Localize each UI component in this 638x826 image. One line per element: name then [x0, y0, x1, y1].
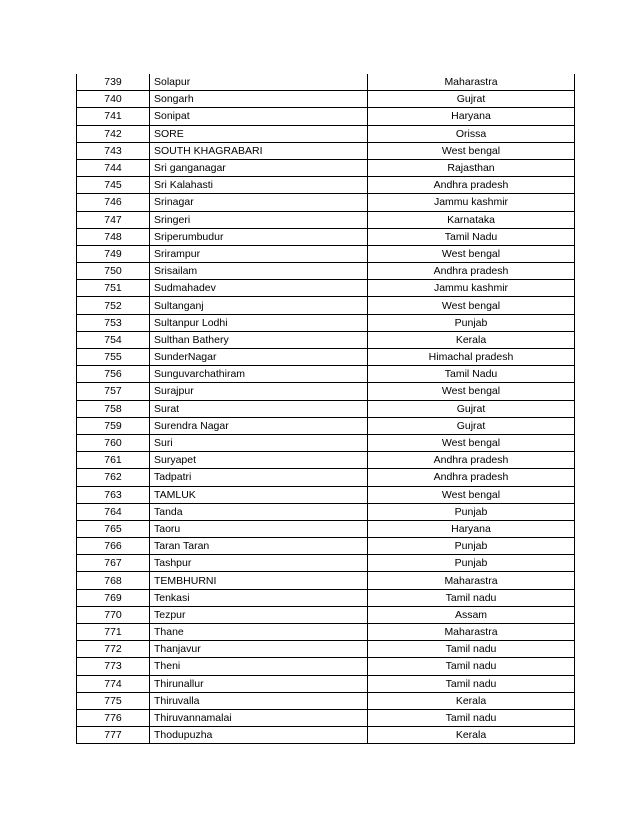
city-name-cell: Tadpatri [150, 469, 368, 486]
city-name-cell: Tashpur [150, 555, 368, 572]
city-name-cell: Thane [150, 624, 368, 641]
row-number-cell: 776 [77, 709, 150, 726]
state-name-cell: Gujrat [368, 400, 575, 417]
city-name-cell: Tanda [150, 503, 368, 520]
table-row [77, 452, 575, 469]
city-name-cell: Sulthan Bathery [150, 331, 368, 348]
city-name-cell: Solapur [150, 74, 368, 91]
row-number-cell: 757 [77, 383, 150, 400]
table-row [77, 108, 575, 125]
city-name-cell: Suri [150, 434, 368, 451]
city-name-cell: Thirunallur [150, 675, 368, 692]
row-number-cell: 753 [77, 314, 150, 331]
city-name-cell: Suryapet [150, 452, 368, 469]
state-name-cell: Tamil nadu [368, 658, 575, 675]
state-name-cell: Jammu kashmir [368, 194, 575, 211]
state-name-cell: Tamil nadu [368, 641, 575, 658]
state-name-cell: Tamil Nadu [368, 366, 575, 383]
city-name-cell: Taran Taran [150, 538, 368, 555]
state-name-cell: Tamil Nadu [368, 228, 575, 245]
row-number-cell: 771 [77, 624, 150, 641]
row-number-cell: 758 [77, 400, 150, 417]
table-row [77, 366, 575, 383]
state-name-cell: West bengal [368, 434, 575, 451]
city-state-table [76, 74, 575, 744]
row-number-cell: 746 [77, 194, 150, 211]
table-row [77, 727, 575, 744]
row-number-cell: 754 [77, 331, 150, 348]
state-name-cell: West bengal [368, 297, 575, 314]
table-row [77, 572, 575, 589]
city-name-cell: Sunguvarchathiram [150, 366, 368, 383]
state-name-cell: Maharastra [368, 624, 575, 641]
city-name-cell: Thanjavur [150, 641, 368, 658]
state-name-cell: Rajasthan [368, 159, 575, 176]
state-name-cell: Andhra pradesh [368, 469, 575, 486]
state-name-cell: Kerala [368, 331, 575, 348]
city-name-cell: Theni [150, 658, 368, 675]
state-name-cell: West bengal [368, 486, 575, 503]
state-name-cell: West bengal [368, 383, 575, 400]
city-name-cell: Sri Kalahasti [150, 177, 368, 194]
row-number-cell: 761 [77, 452, 150, 469]
row-number-cell: 775 [77, 692, 150, 709]
table-row [77, 194, 575, 211]
table-row [77, 331, 575, 348]
state-name-cell: Andhra pradesh [368, 177, 575, 194]
city-name-cell: SORE [150, 125, 368, 142]
row-number-cell: 756 [77, 366, 150, 383]
state-name-cell: Karnataka [368, 211, 575, 228]
row-number-cell: 774 [77, 675, 150, 692]
table-row [77, 211, 575, 228]
city-name-cell: Surat [150, 400, 368, 417]
city-name-cell: SunderNagar [150, 349, 368, 366]
state-name-cell: Andhra pradesh [368, 263, 575, 280]
row-number-cell: 766 [77, 538, 150, 555]
table-row [77, 177, 575, 194]
row-number-cell: 749 [77, 245, 150, 262]
row-number-cell: 747 [77, 211, 150, 228]
city-name-cell: Sri ganganagar [150, 159, 368, 176]
state-name-cell: Assam [368, 606, 575, 623]
table-row [77, 349, 575, 366]
row-number-cell: 748 [77, 228, 150, 245]
table-row [77, 641, 575, 658]
row-number-cell: 770 [77, 606, 150, 623]
row-number-cell: 763 [77, 486, 150, 503]
row-number-cell: 743 [77, 142, 150, 159]
row-number-cell: 750 [77, 263, 150, 280]
row-number-cell: 777 [77, 727, 150, 744]
city-name-cell: Surendra Nagar [150, 417, 368, 434]
table-row [77, 624, 575, 641]
table-row [77, 434, 575, 451]
table-row [77, 280, 575, 297]
city-name-cell: Tezpur [150, 606, 368, 623]
table-row [77, 555, 575, 572]
table-row [77, 263, 575, 280]
row-number-cell: 759 [77, 417, 150, 434]
city-name-cell: Sringeri [150, 211, 368, 228]
city-name-cell: TEMBHURNI [150, 572, 368, 589]
city-name-cell: SOUTH KHAGRABARI [150, 142, 368, 159]
state-name-cell: Kerala [368, 727, 575, 744]
state-name-cell: Punjab [368, 314, 575, 331]
row-number-cell: 740 [77, 91, 150, 108]
row-number-cell: 773 [77, 658, 150, 675]
table-body [77, 74, 575, 744]
row-number-cell: 765 [77, 520, 150, 537]
city-name-cell: Tenkasi [150, 589, 368, 606]
table-row [77, 469, 575, 486]
table-row [77, 91, 575, 108]
table-row [77, 159, 575, 176]
city-name-cell: Sultanpur Lodhi [150, 314, 368, 331]
state-name-cell: Maharastra [368, 74, 575, 91]
state-name-cell: Punjab [368, 555, 575, 572]
row-number-cell: 739 [77, 74, 150, 91]
state-name-cell: Haryana [368, 108, 575, 125]
city-name-cell: Srirampur [150, 245, 368, 262]
city-name-cell: Thiruvannamalai [150, 709, 368, 726]
state-name-cell: Haryana [368, 520, 575, 537]
row-number-cell: 762 [77, 469, 150, 486]
city-name-cell: Sonipat [150, 108, 368, 125]
row-number-cell: 741 [77, 108, 150, 125]
table-row [77, 314, 575, 331]
city-name-cell: Sriperumbudur [150, 228, 368, 245]
city-name-cell: Srinagar [150, 194, 368, 211]
city-name-cell: Sudmahadev [150, 280, 368, 297]
table-row [77, 538, 575, 555]
row-number-cell: 769 [77, 589, 150, 606]
state-name-cell: Maharastra [368, 572, 575, 589]
state-name-cell: Kerala [368, 692, 575, 709]
table-row [77, 709, 575, 726]
city-name-cell: Thodupuzha [150, 727, 368, 744]
table-row [77, 245, 575, 262]
state-name-cell: Gujrat [368, 417, 575, 434]
table-row [77, 125, 575, 142]
row-number-cell: 755 [77, 349, 150, 366]
row-number-cell: 745 [77, 177, 150, 194]
table-row [77, 589, 575, 606]
state-name-cell: Andhra pradesh [368, 452, 575, 469]
state-name-cell: Jammu kashmir [368, 280, 575, 297]
table-row [77, 383, 575, 400]
table-row [77, 520, 575, 537]
city-name-cell: Srisailam [150, 263, 368, 280]
state-name-cell: Orissa [368, 125, 575, 142]
state-name-cell: Gujrat [368, 91, 575, 108]
city-name-cell: Thiruvalla [150, 692, 368, 709]
city-name-cell: Songarh [150, 91, 368, 108]
table-row [77, 503, 575, 520]
row-number-cell: 772 [77, 641, 150, 658]
table-row [77, 400, 575, 417]
state-name-cell: West bengal [368, 142, 575, 159]
row-number-cell: 744 [77, 159, 150, 176]
state-name-cell: Himachal pradesh [368, 349, 575, 366]
table-row [77, 74, 575, 91]
city-name-cell: Surajpur [150, 383, 368, 400]
table-row [77, 606, 575, 623]
state-name-cell: Punjab [368, 538, 575, 555]
table-row [77, 142, 575, 159]
table-row [77, 658, 575, 675]
city-name-cell: TAMLUK [150, 486, 368, 503]
state-name-cell: Tamil nadu [368, 675, 575, 692]
row-number-cell: 751 [77, 280, 150, 297]
city-name-cell: Sultanganj [150, 297, 368, 314]
table-row [77, 417, 575, 434]
table-row [77, 228, 575, 245]
table-row [77, 692, 575, 709]
row-number-cell: 764 [77, 503, 150, 520]
row-number-cell: 760 [77, 434, 150, 451]
row-number-cell: 767 [77, 555, 150, 572]
city-name-cell: Taoru [150, 520, 368, 537]
row-number-cell: 742 [77, 125, 150, 142]
state-name-cell: West bengal [368, 245, 575, 262]
row-number-cell: 752 [77, 297, 150, 314]
table-row [77, 486, 575, 503]
state-name-cell: Tamil nadu [368, 589, 575, 606]
state-name-cell: Punjab [368, 503, 575, 520]
table-row [77, 675, 575, 692]
row-number-cell: 768 [77, 572, 150, 589]
table-row [77, 297, 575, 314]
state-name-cell: Tamil nadu [368, 709, 575, 726]
